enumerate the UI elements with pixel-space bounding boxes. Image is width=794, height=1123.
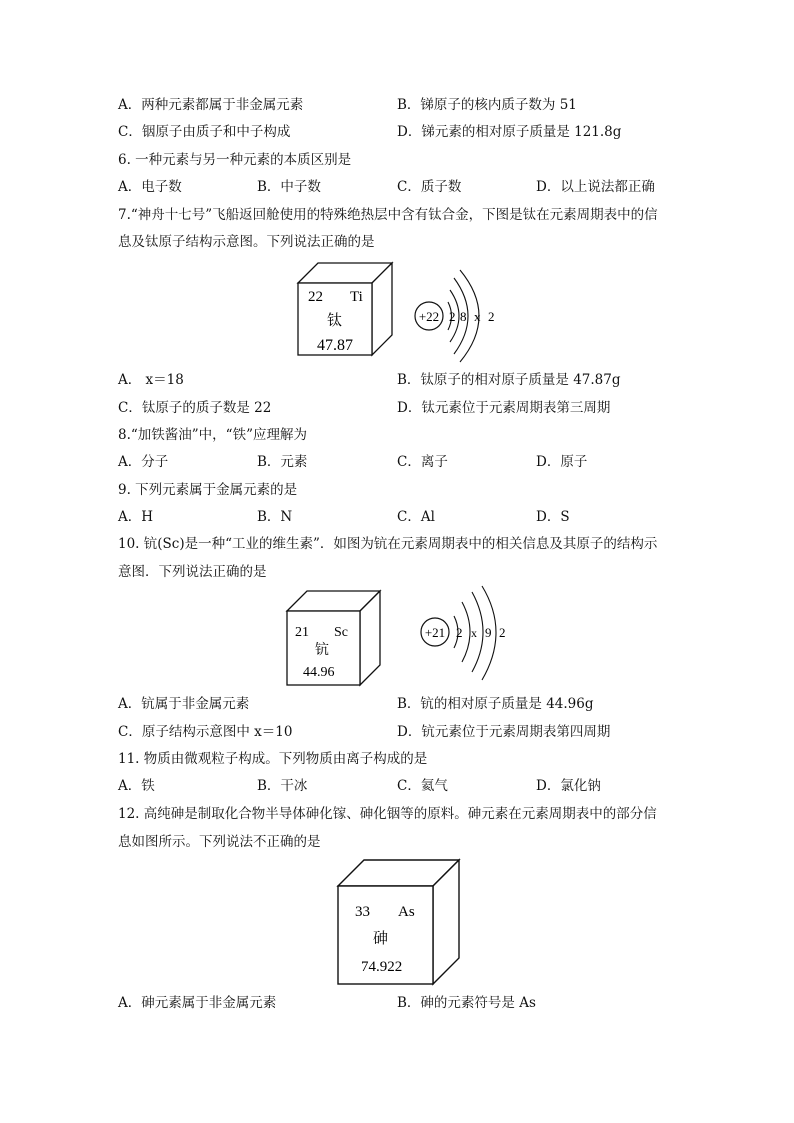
q9-stem: 9. 下列元素属于金属元素的是 xyxy=(118,482,298,498)
q5-option-a: A．两种元素都属于非金属元素 xyxy=(118,97,304,113)
q12-option-b: B．砷的元素符号是 As xyxy=(397,995,536,1011)
q12-stem-line1: 12. 高纯砷是制取化合物半导体砷化镓、砷化铟等的原料。砷元素在元素周期表中的部分信 xyxy=(118,806,657,822)
q10-stem-line2: 意图．下列说法正确的是 xyxy=(118,564,267,580)
q10-atom-structure-diagram xyxy=(416,584,516,684)
q10-option-c: C．原子结构示意图中 x＝10 xyxy=(118,724,293,740)
q10-option-b: B．钪的相对原子质量是 44.96g xyxy=(397,696,594,712)
q8-option-b: B．元素 xyxy=(257,454,308,470)
q10-shell-4-electrons: 2 xyxy=(499,625,506,640)
q7-shell-3-electrons: x xyxy=(474,309,481,324)
q10-option-d: D．钪元素位于元素周期表第四周期 xyxy=(397,724,611,740)
q9-option-b: B．N xyxy=(257,509,293,525)
q7-element-tile xyxy=(296,261,394,357)
q10-stem-line1: 10. 钪(Sc)是一种“工业的维生素”．如图为钪在元素周期表中的相关信息及其原子的结构示 xyxy=(118,536,658,552)
q11-stem: 11. 物质由微观粒子构成。下列物质由离子构成的是 xyxy=(118,751,428,767)
q10-shell-2-electrons: x xyxy=(471,626,477,640)
q12-atomic-mass: 74.922 xyxy=(361,959,403,975)
q6-stem: 6. 一种元素与另一种元素的本质区别是 xyxy=(118,152,352,168)
q10-element-tile xyxy=(285,589,382,687)
q10-nucleus-charge: +21 xyxy=(424,625,446,640)
q7-atomic-number: 22 xyxy=(308,289,323,305)
q9-option-c: C．Al xyxy=(397,509,435,525)
q10-shell-3-electrons: 9 xyxy=(485,625,492,640)
q8-stem: 8.“加铁酱油”中，“铁”应理解为 xyxy=(118,427,307,443)
q12-atomic-number: 33 xyxy=(355,904,370,920)
q7-option-c: C．钛原子的质子数是 22 xyxy=(118,400,272,416)
q7-element-symbol: Ti xyxy=(350,289,363,305)
q7-option-a: A． x＝18 xyxy=(118,372,184,388)
q10-element-name: 钪 xyxy=(315,643,329,658)
q9-option-d: D．S xyxy=(536,509,570,525)
q9-option-a: A．H xyxy=(118,509,154,525)
q5-option-d: D．锑元素的相对原子质量是 121.8g xyxy=(397,124,622,140)
q8-option-c: C．离子 xyxy=(397,454,448,470)
q10-element-symbol: Sc xyxy=(334,625,348,640)
q11-option-d: D．氯化钠 xyxy=(536,778,601,794)
q7-element-name: 钛 xyxy=(327,313,343,329)
q12-element-tile xyxy=(336,858,461,986)
q12-element-symbol: As xyxy=(398,904,415,920)
q6-option-c: C．质子数 xyxy=(397,179,462,195)
q8-option-a: A．分子 xyxy=(118,454,169,470)
q11-option-b: B．干冰 xyxy=(257,778,308,794)
q7-option-b: B．钛原子的相对原子质量是 47.87g xyxy=(397,372,621,388)
q10-option-a: A．钪属于非金属元素 xyxy=(118,696,250,712)
q7-nucleus-charge: +22 xyxy=(418,309,440,324)
q6-option-b: B．中子数 xyxy=(257,179,321,195)
q6-option-d: D．以上说法都正确 xyxy=(536,179,655,195)
q7-atomic-mass: 47.87 xyxy=(317,337,353,354)
q5-option-c: C．铟原子由质子和中子构成 xyxy=(118,124,291,140)
q7-atom-structure-diagram xyxy=(410,268,510,364)
q12-stem-line2: 息如图所示。下列说法不正确的是 xyxy=(118,834,321,850)
q11-option-a: A．铁 xyxy=(118,778,155,794)
q7-stem-line1: 7.“神舟十七号”飞船返回舱使用的特殊绝热层中含有钛合金，下图是钛在元素周期表中的信 xyxy=(118,207,658,223)
q7-shell-1-electrons: 2 xyxy=(449,309,456,324)
q12-element-name: 砷 xyxy=(373,931,389,947)
q7-shell-2-electrons: 8 xyxy=(460,309,467,324)
q10-shell-1-electrons: 2 xyxy=(456,625,463,640)
q10-atomic-mass: 44.96 xyxy=(303,665,335,680)
q5-option-b: B．锑原子的核内质子数为 51 xyxy=(397,97,577,113)
q12-option-a: A．砷元素属于非金属元素 xyxy=(118,995,277,1011)
q11-option-c: C．氦气 xyxy=(397,778,448,794)
q7-option-d: D．钛元素位于元素周期表第三周期 xyxy=(397,400,611,416)
q8-option-d: D．原子 xyxy=(536,454,588,470)
q6-option-a: A．电子数 xyxy=(118,179,182,195)
q7-stem-line2: 息及钛原子结构示意图。下列说法正确的是 xyxy=(118,234,375,250)
q10-atomic-number: 21 xyxy=(295,625,309,640)
q7-shell-4-electrons: 2 xyxy=(488,309,495,324)
